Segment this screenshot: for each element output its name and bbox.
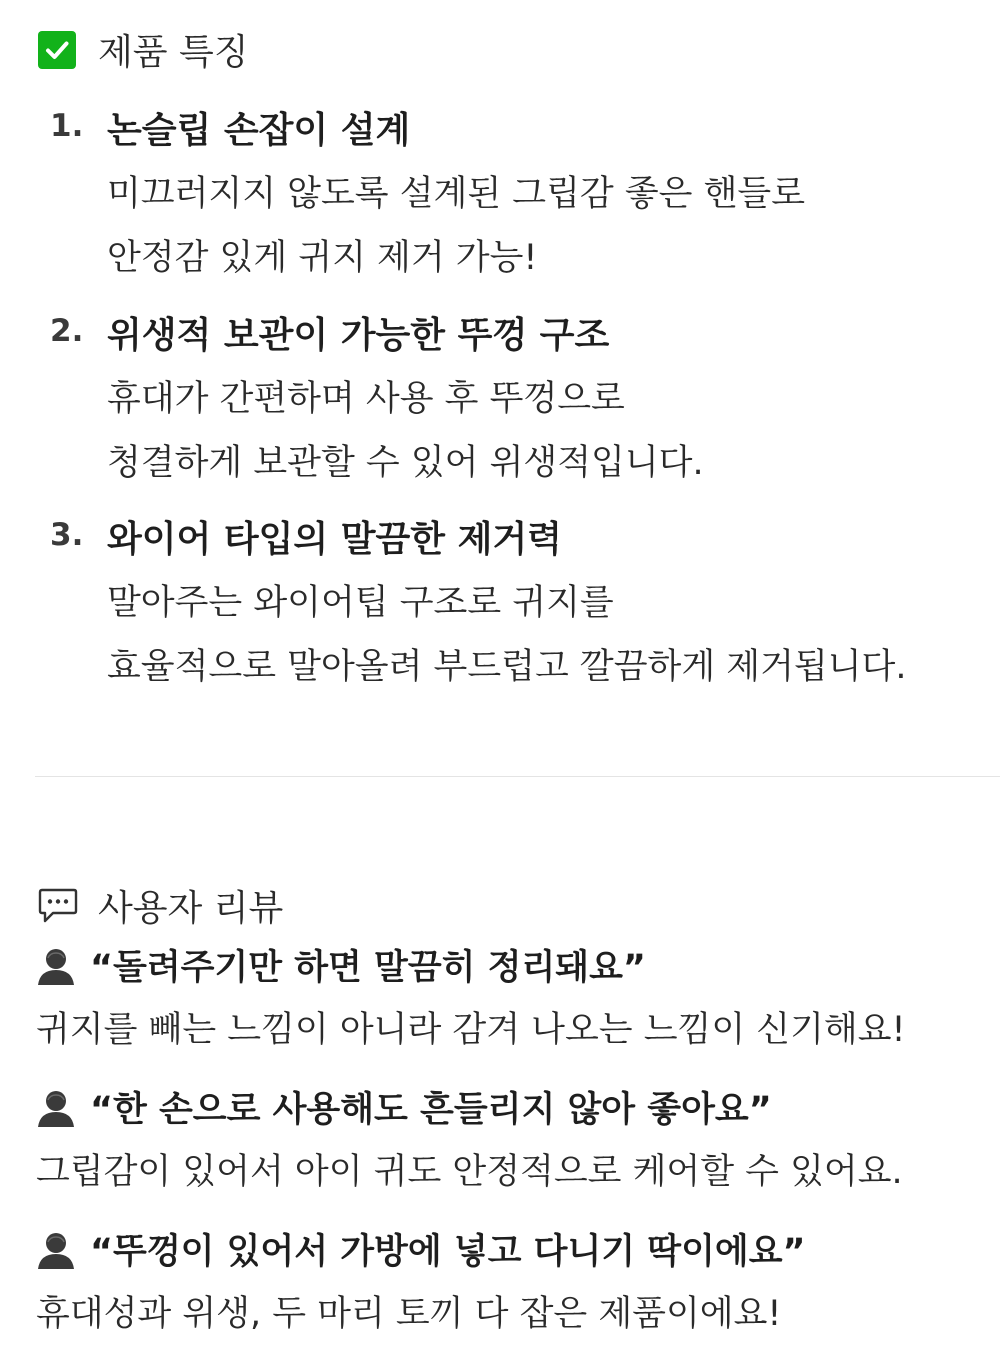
review-item	[36, 940, 906, 1050]
feature-number: 1.	[50, 108, 84, 144]
review-quote: “돌려주기만 하면 말끔히 정리돼요”	[90, 948, 646, 988]
review-comment: 귀지를 빼는 느낌이 아니라 감겨 나오는 느낌이 신기해요!	[36, 1010, 906, 1050]
feature-title: 논슬립 손잡이 설계	[107, 110, 411, 151]
section-divider	[35, 776, 1000, 777]
feature-title: 위생적 보관이 가능한 뚜껑 구조	[107, 315, 610, 356]
features-heading-label: 제품 특징	[98, 32, 249, 73]
person-icon	[36, 945, 76, 985]
review-item	[36, 1224, 806, 1334]
reviews-heading	[38, 880, 283, 931]
review-quote: “뚜껑이 있어서 가방에 넣고 다니기 딱이에요”	[90, 1232, 806, 1272]
check-mark-icon	[38, 31, 76, 69]
review-comment: 그립감이 있어서 아이 귀도 안정적으로 케어할 수 있어요.	[36, 1152, 903, 1192]
review-comment: 휴대성과 위생, 두 마리 토끼 다 잡은 제품이에요!	[36, 1294, 782, 1334]
person-icon	[36, 1229, 76, 1269]
features-heading	[38, 24, 249, 75]
feature-description-line: 청결하게 보관할 수 있어 위생적입니다.	[107, 443, 704, 483]
feature-description-line: 안정감 있게 귀지 제거 가능!	[107, 238, 538, 278]
feature-description-line: 말아주는 와이어팁 구조로 귀지를	[107, 583, 614, 623]
feature-number: 3.	[50, 517, 84, 553]
feature-description-line: 효율적으로 말아올려 부드럽고 깔끔하게 제거됩니다.	[107, 647, 907, 687]
review-quote: “한 손으로 사용해도 흔들리지 않아 좋아요”	[90, 1090, 772, 1130]
feature-description-line: 미끄러지지 않도록 설계된 그립감 좋은 핸들로	[107, 174, 806, 214]
person-icon	[36, 1087, 76, 1127]
feature-number: 2.	[50, 313, 84, 349]
feature-description-line: 휴대가 간편하며 사용 후 뚜껑으로	[107, 379, 625, 419]
speech-bubble-icon	[38, 887, 78, 925]
reviews-heading-label: 사용자 리뷰	[98, 888, 284, 929]
feature-title: 와이어 타입의 말끔한 제거력	[107, 519, 562, 560]
review-item	[36, 1082, 903, 1192]
